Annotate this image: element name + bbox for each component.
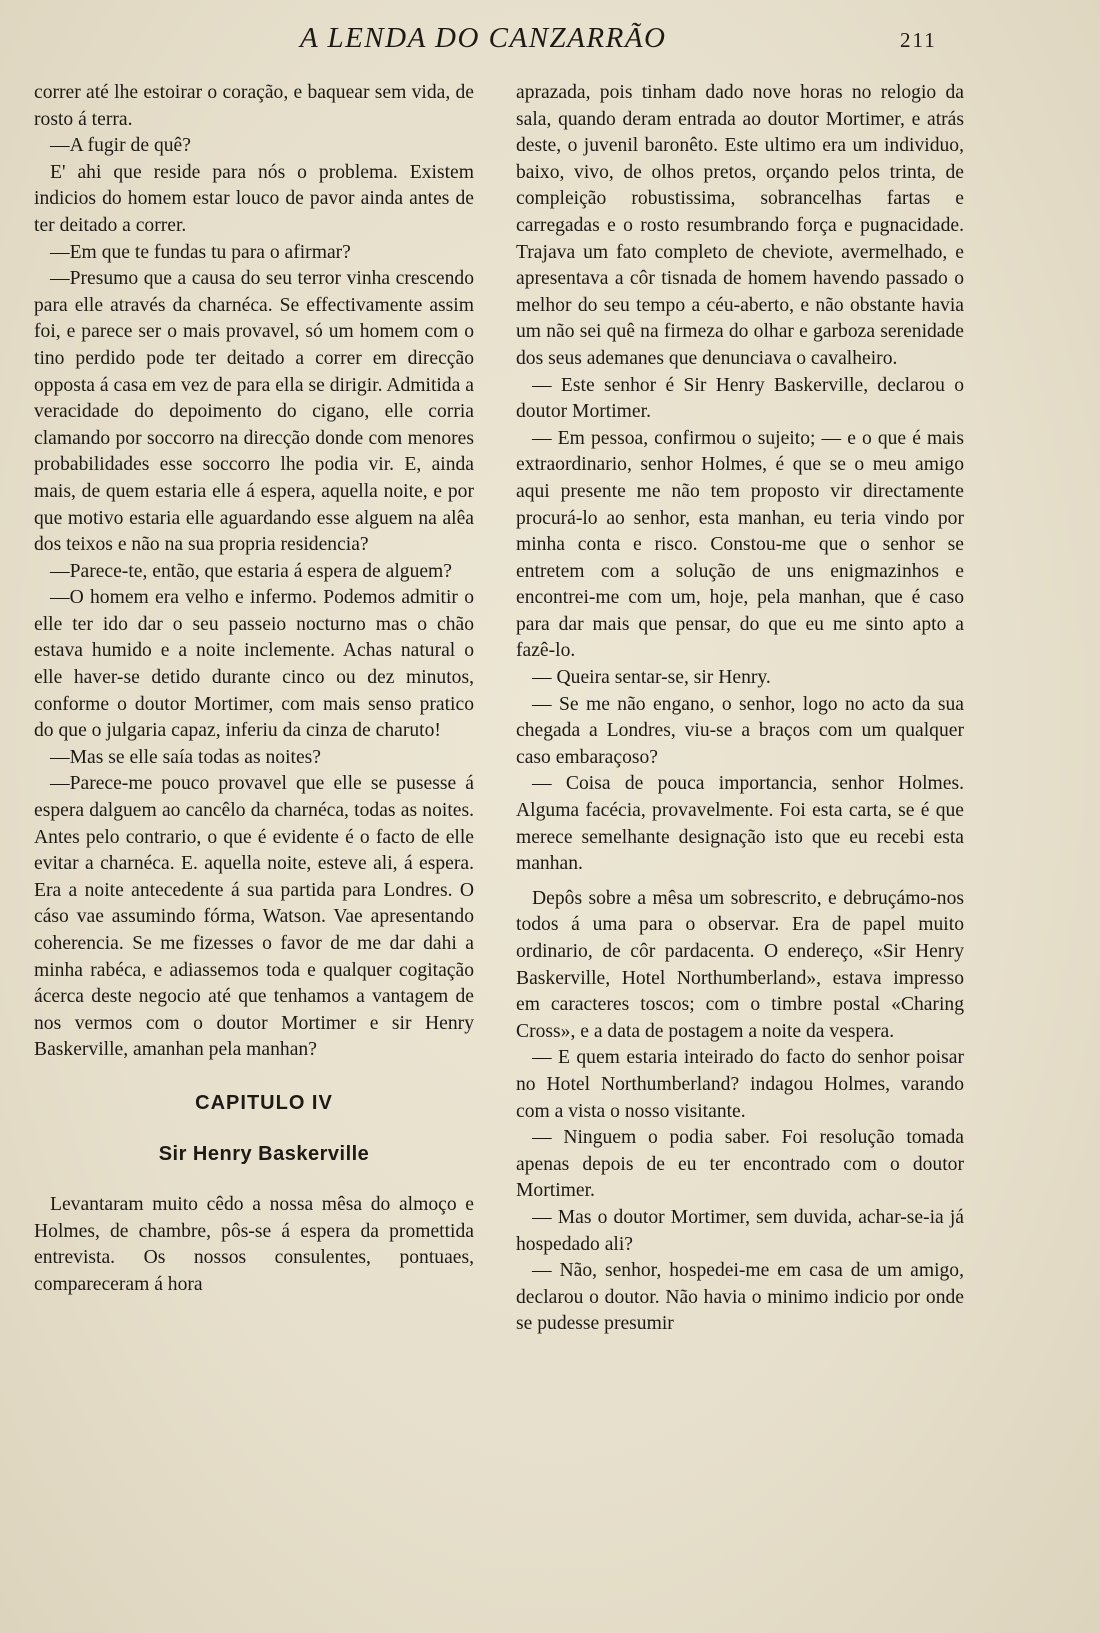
paragraph: — Coisa de pouca importancia, senhor Holmes. Alguma facécia, provavelmente. Foi esta carta, se é que merece semelhante designação isto que eu recebi esta manhan. bbox=[516, 773, 964, 875]
paragraph: —A fugir de quê? bbox=[50, 135, 191, 157]
paragraph: —O homem era velho e infermo. Podemos admitir o elle ter ido dar o seu passeio nocturno mas o chão estava humido e a noite inclemente. Achas natural o elle haver-se detido durante cinco ou dez minutos, conforme o doutor Mortimer, com mais senso pratico do que o julgaria capaz, inferiu da cinza de charuto! bbox=[34, 587, 474, 742]
paragraph: —Mas se elle saía todas as noites? bbox=[50, 746, 321, 768]
paragraph: — Se me não engano, o senhor, logo no acto da sua chegada a Londres, viu-se a braços com um qualquer caso embaraçoso? bbox=[516, 693, 964, 768]
paragraph: Depôs sobre a mêsa um sobrescrito, e debruçámo-nos todos á uma para o observar. Era de papel muito ordinario, de côr pardacenta. O endereço, «Sir Henry Baskerville, Hotel Northumberland», estava impresso em caracteres toscos; com o timbre postal «Charing Cross», e a data de postagem a noite da vespera. bbox=[516, 887, 964, 1042]
paragraph: E' ahi que reside para nós o problema. Existem indicios do homem estar louco de pavor ainda antes de ter deitado a correr. bbox=[34, 161, 474, 236]
paragraph: — Este senhor é Sir Henry Baskerville, declarou o doutor Mortimer. bbox=[516, 374, 964, 423]
paragraph: — Não, senhor, hospedei-me em casa de um amigo, declarou o doutor. Não havia o minimo indicio por onde se pudesse presumir bbox=[516, 1260, 964, 1335]
paragraph: — Ninguem o podia saber. Foi resolução tomada apenas depois de eu ter encontrado com o doutor Mortimer. bbox=[516, 1127, 964, 1202]
paragraph: —Parece-te, então, que estaria á espera de alguem? bbox=[50, 560, 452, 582]
paragraph: — E quem estaria inteirado do facto do senhor poisar no Hotel Northumberland? indagou Holmes, varando com a vista o nosso visitante. bbox=[516, 1047, 964, 1122]
left-column bbox=[34, 80, 474, 1298]
page-number: 211 bbox=[900, 28, 937, 52]
paragraph: — Queira sentar-se, sir Henry. bbox=[532, 667, 771, 689]
paragraph: —Presumo que a causa do seu terror vinha crescendo para elle através da charnéca. Se effectivamente assim foi, e parece ser o mais provavel, só um homem com o tino perdido pode ter deitado a correr em direcção opposta á casa em vez de para ella se dirigir. Admitida a veracidade do depoimento do cigano, elle corria clamando por soccorro na direcção donde com menores probabilidades esse soccorro lhe podia vir. E, ainda mais, de quem estaria elle á espera, aquella noite, e por que motivo estaria elle aguardando esse alguem na alêa dos teixos e não na sua propria residencia? bbox=[34, 268, 474, 556]
running-title: A LENDA DO CANZARRÃO bbox=[300, 22, 667, 54]
paragraph: aprazada, pois tinham dado nove horas no relogio da sala, quando deram entrada ao doutor Mortimer, e atrás deste, o juvenil baronêto. Este ultimo era um individuo, baixo, vivo, de olhos pretos, orçando pelos trinta, de compleição robustissima, sobrancelhas fartas e carregadas e o rosto resumbrando força e pugnacidade. Trajava um fato completo de cheviote, avermelhado, e apresentava a côr tisnada de homem havendo passado o melhor do seu tempo a céu-aberto, e não obstante havia um não sei quê na firmeza do olhar e garboza serenidade dos seus ademanes que denunciava o cavalheiro. bbox=[516, 82, 964, 369]
chapter-number: CAPITULO IV bbox=[195, 1091, 333, 1114]
paragraph: Levantaram muito cêdo a nossa mêsa do almoço e Holmes, de chambre, pôs-se á espera da promettida entrevista. Os nossos consulentes, pontuaes, compareceram á hora bbox=[34, 1193, 474, 1295]
right-column bbox=[516, 80, 964, 1338]
paragraph: —Em que te fundas tu para o afirmar? bbox=[50, 241, 351, 263]
paragraph: — Em pessoa, confirmou o sujeito; — e o que é mais extraordinario, senhor Holmes, é que se o meu amigo aqui presente me não tem proposto vir directamente procurá-lo ao senhor, esta manhan, eu teria vindo por minha conta e risco. Constou-me que o senhor se entretem com a solução de uns enigmazinhos e encontrei-me com um, hoje, pela manhan, que é caso para dar mais que pensar, do que eu me sinto apto a fazê-lo. bbox=[516, 427, 964, 662]
chapter-title: Sir Henry Baskerville bbox=[158, 1142, 370, 1165]
paragraph: correr até lhe estoirar o coração, e baquear sem vida, de rosto á terra. bbox=[34, 82, 474, 130]
paragraph: — Mas o doutor Mortimer, sem duvida, achar-se-ia já hospedado ali? bbox=[516, 1206, 964, 1255]
paragraph: —Parece-me pouco provavel que elle se pusesse á espera dalguem ao cancêlo da charnéca, todas as noites. Antes pelo contrario, o que é evidente é o facto de elle evitar a charnéca. E. aquella noite, esteve ali, á espera. Era a noite antecedente á sua partida para Londres. O cáso vae assumindo fórma, Watson. Vae apresentando coherencia. Se me fizesses o favor de me dar dahi a minha rabéca, e adiassemos toda e qualquer cogitação ácerca deste negocio até que tenhamos a vantagem de nos vermos com o doutor Mortimer e sir Henry Baskerville, amanhan pela manhan? bbox=[34, 773, 474, 1061]
running-header bbox=[0, 18, 1100, 58]
